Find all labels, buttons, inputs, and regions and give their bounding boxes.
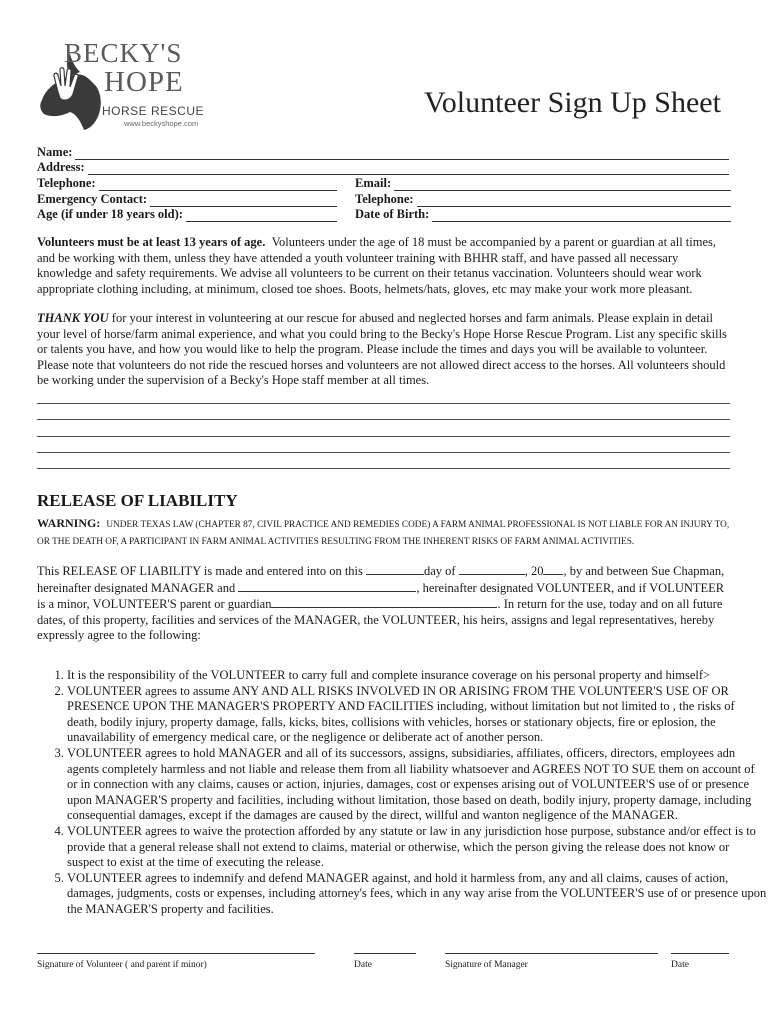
email-label: Email:	[355, 176, 392, 190]
release-text: , 20	[524, 564, 544, 578]
logo-url: www.beckyshope.com	[124, 119, 199, 128]
volunteer-date-line[interactable]	[354, 953, 416, 954]
requirements-body: Volunteers under the age of 18 must be accompanied by a parent or guardian at all times, and be working with them, unless they have attended a youth volunteer training with BHHR staff, and have passed all necessary knowledge and safety requirements. We advise all volunteers to be current on their tetanus vaccination. Volunteers should wear work appropriate clothing including, at minimum, closed toe shoes. Boots, helmets/hats, gloves, etc may make your work more pleasant.	[37, 235, 716, 296]
page-title: Volunteer Sign Up Sheet	[424, 86, 721, 119]
date-of-birth-label: Date of Birth:	[355, 207, 430, 221]
answer-line[interactable]	[37, 403, 730, 404]
answer-line[interactable]	[37, 419, 730, 420]
release-term: 3. VOLUNTEER agrees to hold MANAGER and all of its successors, assigns, subsidiaries, affiliates, officers, directors, employees adn agents completely harmless and not liable and release them from all liability whatsoever and AGREES NOT TO SUE them on account of or in connection with any claims, causes or action, injuries, damages, cost or expenses arising out of VOLUNTEER'S use of or presence upon MANAGER'S property and facilities, including without limitation, those based on death, bodily injury, property damage, including consequential damages, except if the damages are caused by the direct, willful and wanton negligence of the MANAGER.	[67, 746, 767, 824]
emergency-contact-label: Emergency Contact:	[37, 192, 148, 206]
address-field[interactable]	[37, 160, 729, 175]
emergency-contact-field[interactable]	[37, 192, 337, 207]
release-terms-list	[37, 668, 767, 918]
day-blank[interactable]	[366, 563, 424, 575]
manager-date-line[interactable]	[671, 953, 729, 954]
answer-line[interactable]	[37, 468, 730, 469]
warning-text: UNDER TEXAS LAW (CHAPTER 87, CIVIL PRACTICE AND REMEDIES CODE) A FARM ANIMAL PROFESSIONAL IS NOT LIABLE FOR AN INJURY TO, OR THE DEATH OF, A PARTICIPANT IN FARM ANIMAL ACTIVITIES RESULTING FROM THE INHERENT RISKS OF FARM ANIMAL ACTIVITIES.	[37, 520, 730, 547]
answer-line[interactable]	[37, 452, 730, 453]
year-blank[interactable]	[543, 563, 563, 575]
release-term: 5. VOLUNTEER agrees to indemnify and defend MANAGER against, and hold it harmless from, any and all claims, causes of action, damages, judgments, costs or expenses, including attorney's fees, which in any way arise from the VOLUNTEER'S use of or presence upon the MANAGER'S property and facilities.	[67, 871, 767, 918]
manager-signature-label: Signature of Manager	[445, 960, 528, 970]
release-text: . In return for the use, today and on all future dates, of this property, facilities and services of the MANAGER, the VOLUNTEER, his heirs, assigns and legal representatives, hereby expressly agree to the following:	[37, 597, 723, 643]
requirements-paragraph	[37, 235, 733, 297]
thank-you-lead: THANK YOU	[37, 311, 109, 325]
email-field[interactable]	[355, 176, 731, 191]
volunteer-date-label: Date	[354, 960, 372, 970]
emergency-telephone-label: Telephone:	[355, 192, 414, 206]
thank-you-paragraph	[37, 311, 733, 389]
date-of-birth-field[interactable]	[355, 207, 731, 222]
release-term: 4. VOLUNTEER agrees to waive the protection afforded by any statute or law in any jurisdiction hose purpose, substance and/or effect is to provide that a general release shall not extend to claims, material or otherwise, which the person giving the release does not know or suspect to exist at the time of executing the release.	[67, 824, 767, 871]
logo-subtitle: HORSE RESCUE	[102, 104, 205, 118]
release-text: , hereinafter designated VOLUNTEER, and if VOLUNTEER is a minor, VOLUNTEER'S parent or guardian	[37, 580, 725, 612]
name-field[interactable]	[37, 145, 729, 160]
warning-notice	[37, 515, 737, 551]
manager-signature-line[interactable]	[445, 953, 658, 954]
manager-date-label: Date	[671, 960, 689, 970]
release-term: 1. It is the responsibility of the VOLUNTEER to carry full and complete insurance coverage on his personal property and himself>	[67, 668, 767, 684]
release-body	[37, 563, 733, 644]
month-blank[interactable]	[459, 563, 525, 575]
age-field[interactable]	[37, 207, 337, 222]
release-text: , by and between Sue Chapman, hereinafter designated MANAGER and	[37, 564, 725, 595]
volunteer-signature-label: Signature of Volunteer ( and parent if minor)	[37, 960, 207, 970]
answer-line[interactable]	[37, 436, 730, 437]
warning-label: WARNING:	[37, 516, 101, 530]
logo-name-line2: HOPE	[104, 66, 184, 98]
age-label: Age (if under 18 years old):	[37, 207, 183, 221]
thank-you-body: for your interest in volunteering at our rescue for abused and neglected horses and farm animals. Please explain in detail your level of horse/farm animal experience, and what you could bring to the Becky's Hope Horse Rescue Program. List any specific skills or talents you have, and how you would like to help the program. Please include the times and days you will be available to volunteer. Please note that volunteers do not ride the rescued horses and volunteers are not allowed direct access to the horses. All volunteers should be working under the supervision of a Becky's Hope staff member at all times.	[37, 311, 727, 388]
telephone-field[interactable]	[37, 176, 337, 191]
release-text: This RELEASE OF LIABILITY is made and entered into on this	[37, 564, 366, 578]
logo-name-line1: BECKY'S	[64, 38, 183, 68]
volunteer-signature-line[interactable]	[37, 953, 315, 954]
emergency-telephone-field[interactable]	[355, 192, 731, 207]
telephone-label: Telephone:	[37, 176, 96, 190]
guardian-name-blank[interactable]	[271, 596, 497, 608]
requirements-lead: Volunteers must be at least 13 years of age.	[37, 235, 266, 249]
name-label: Name:	[37, 145, 73, 159]
release-heading: RELEASE OF LIABILITY	[37, 491, 238, 510]
release-term: 2. VOLUNTEER agrees to assume ANY AND ALL RISKS INVOLVED IN OR ARISING FROM THE VOLUNTEER'S USE OF OR PRESENCE UPON THE MANAGER'S PROPERTY AND FACILITIES including, without limitation but not limited to , the risks of death, bodily injury, property damage, falls, kicks, bites, collisions with vehicles, horses or stationary objects, fire or eplosion, the unavailability of emergency medical care, or the negligence or deliberate act of another person.	[67, 684, 767, 746]
volunteer-name-blank[interactable]	[238, 580, 416, 592]
address-label: Address:	[37, 160, 85, 174]
release-text: day of	[424, 564, 459, 578]
